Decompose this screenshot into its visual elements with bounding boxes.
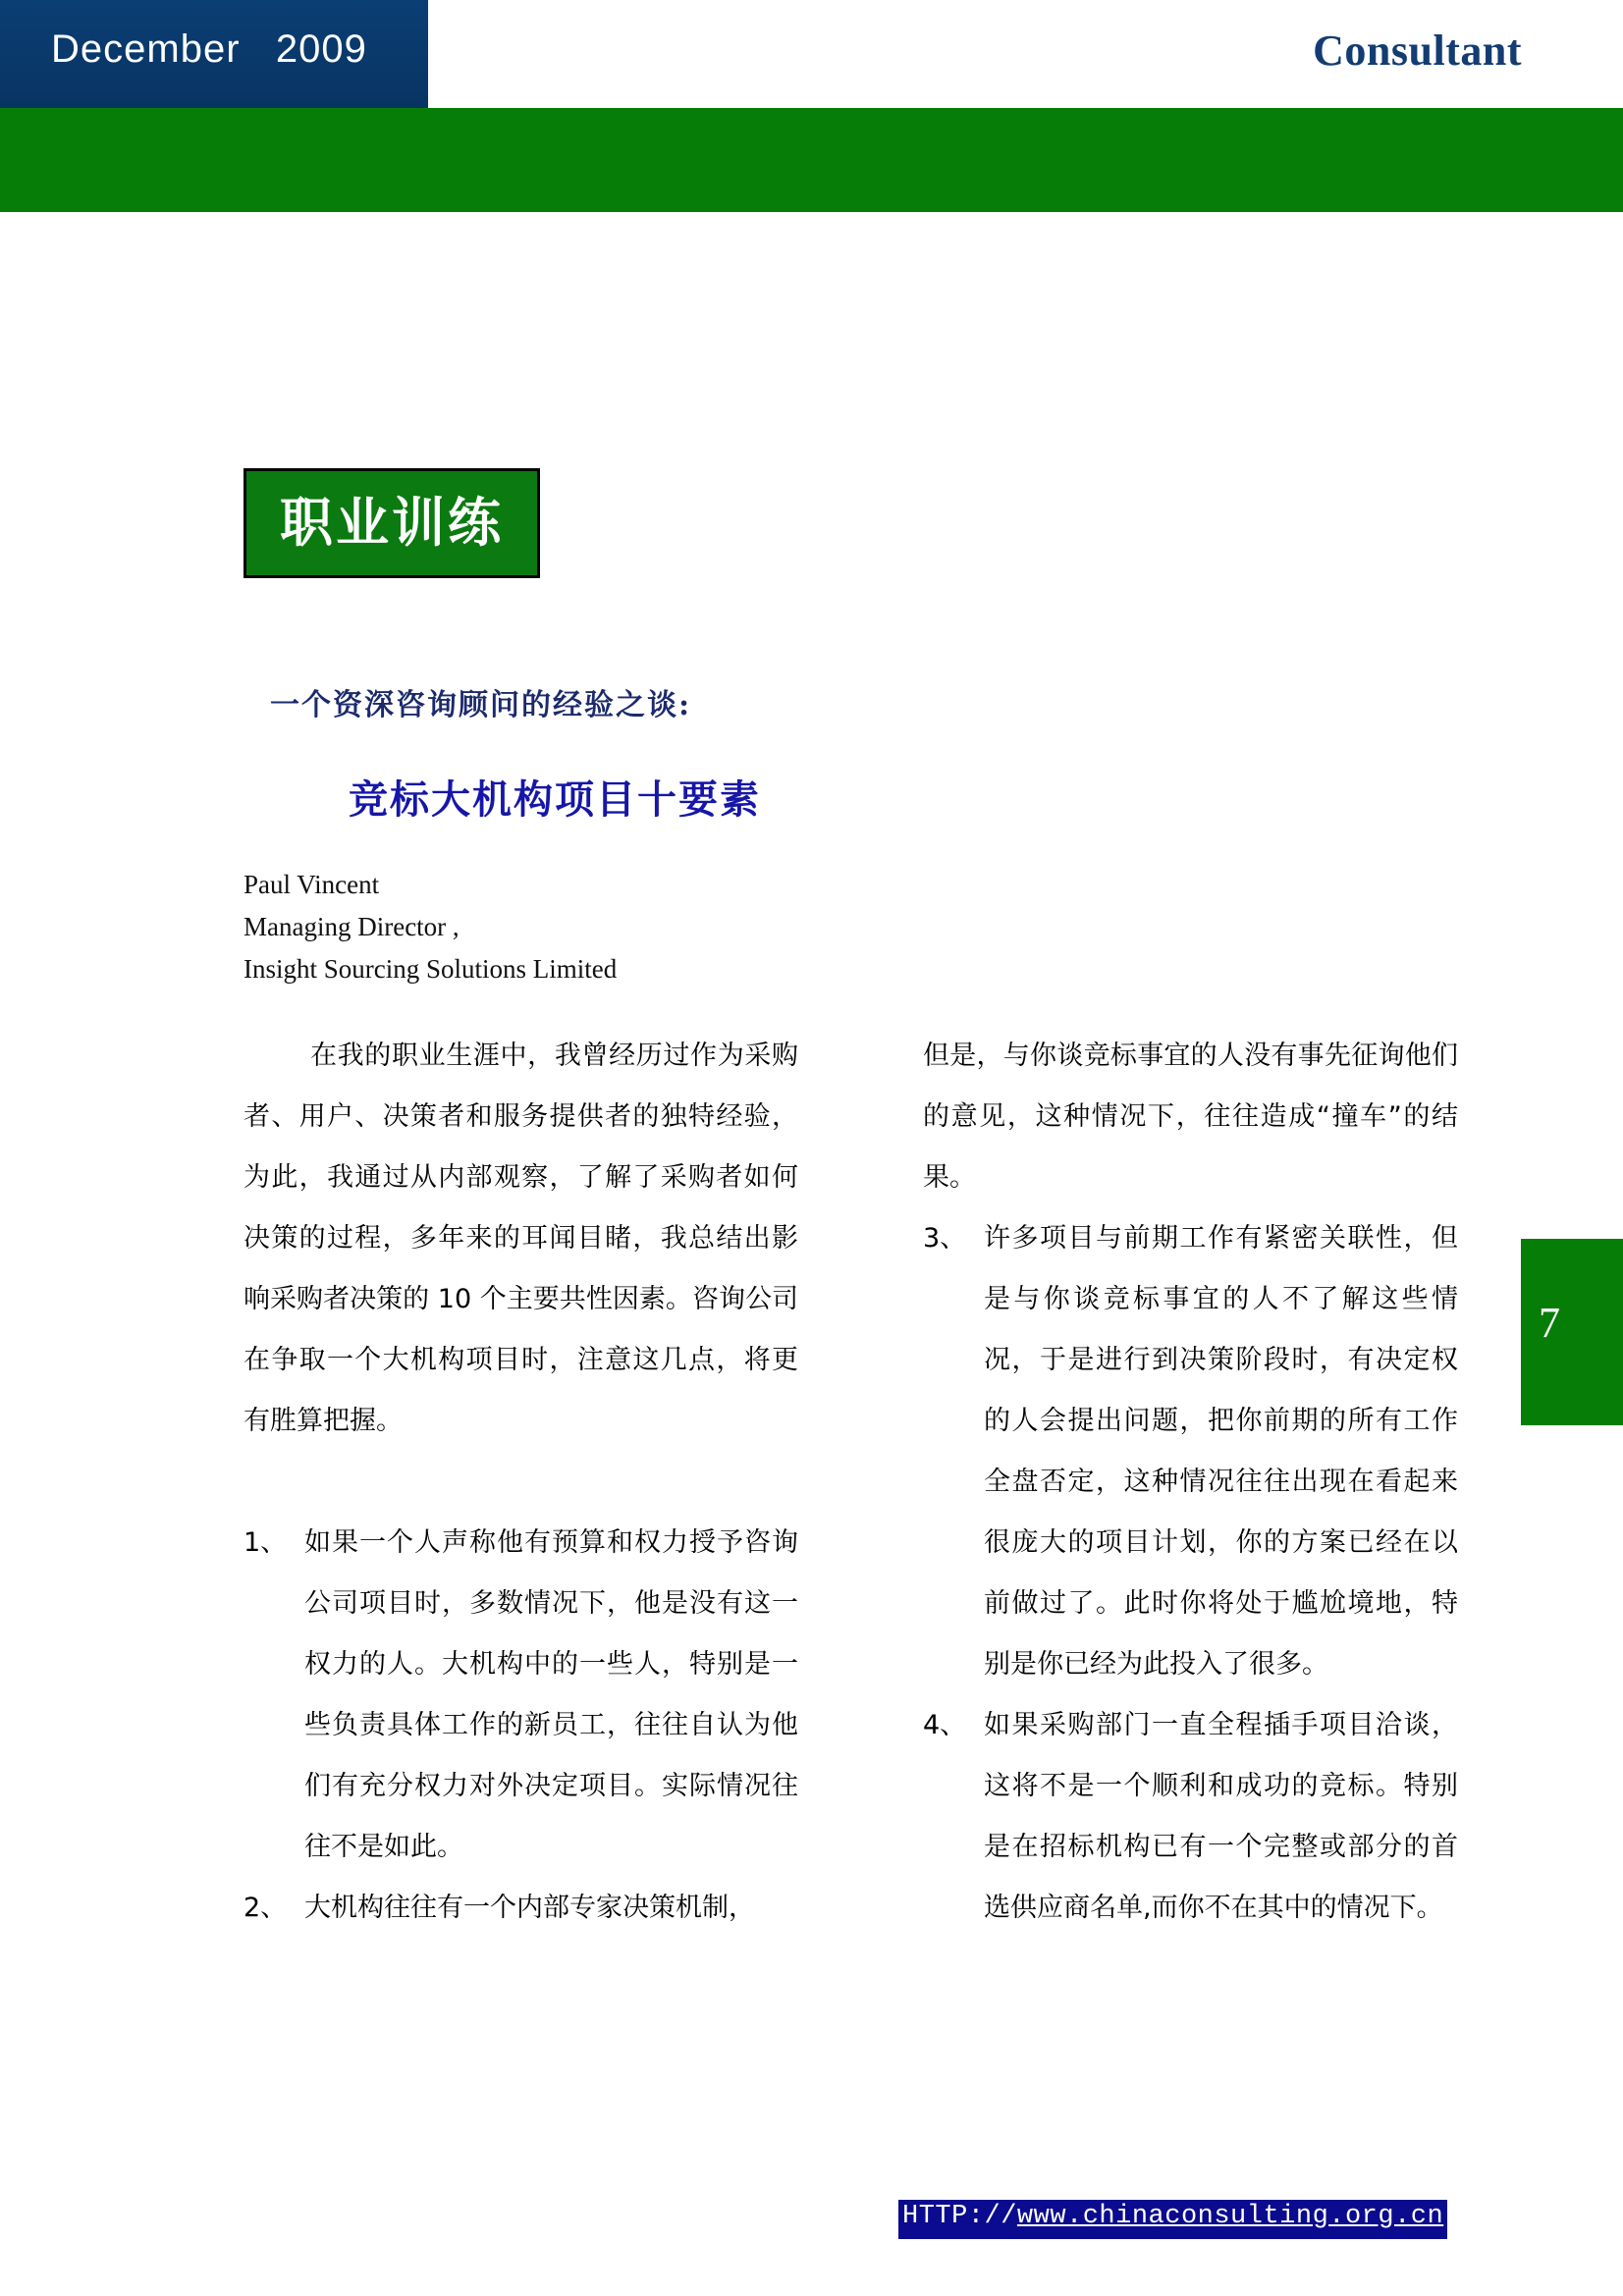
issue-date-label: December 2009 [51,27,367,71]
section-title-box [243,468,540,578]
footer-url[interactable] [902,2202,1443,2231]
list-item-text: 大机构往往有一个内部专家决策机制， [304,1893,755,1923]
issue-date-block [0,0,428,108]
continuation-paragraph: 但是，与你谈竞标事宜的人没有事先征询他们的意见，这种情况下，往往造成“撞车”的结果。 [923,1041,1458,1193]
list-item-marker: 2、 [243,1893,288,1923]
footer-url-bar [898,2200,1447,2239]
page-number: 7 [1539,1299,1560,1347]
page-number-tab [1521,1239,1623,1425]
byline-author: Paul Vincent [243,870,380,899]
masthead-title: Consultant [1313,27,1522,75]
list-item-text: 如果采购部门一直全程插手项目洽谈，这将不是一个顺利和成功的竞标。特别是在招标机构已有一个完整或部分的首选供应商名单,而你不在其中的情况下。 [984,1710,1458,1923]
list-item-text: 如果一个人声称他有预算和权力授予咨询公司项目时，多数情况下，他是没有这一权力的人。大机构中的一些人，特别是一些负责具体工作的新员工，往往自认为他们有充分权力对外决定项目。实际情况往往不是如此。 [304,1527,798,1862]
footer-url-protocol: HTTP:// [902,2202,1017,2231]
article-title: 竞标大机构项目十要素 [349,777,761,823]
byline-role: Managing Director , [243,912,460,941]
list-item-marker: 4、 [923,1710,967,1740]
body-column-left [243,1026,798,1939]
list-item [243,1513,798,1878]
intro-paragraph: 在我的职业生涯中，我曾经历过作为采购者、用户、决策者和服务提供者的独特经验，为此，我通过从内部观察，了解了采购者如何决策的过程，多年来的耳闻目睹，我总结出影响采购者决策的 10 个主要共性因素。咨询公司在争取一个大机构项目时，注意这几点，将更有胜算把握。 [243,1041,798,1436]
list-item-marker: 1、 [243,1527,288,1558]
body-column-right [923,1026,1458,1939]
page-header [0,0,1623,212]
list-item-text: 许多项目与前期工作有紧密关联性，但是与你谈竞标事宜的人不了解这些情况，于是进行到决策阶段时，有决定权的人会提出问题，把你前期的所有工作全盘否定，这种情况往往出现在看起来很庞大的项目计划，你的方案已经在以前做过了。此时你将处于尴尬境地，特别是你已经为此投入了很多。 [984,1223,1458,1680]
section-title-label: 职业训练 [280,492,504,554]
list-item [923,1208,1458,1695]
byline-company: Insight Sourcing Solutions Limited [243,954,618,984]
byline-block [243,864,617,990]
article-kicker: 一个资深咨询顾问的经验之谈: [270,688,692,722]
footer-url-host: www.chinaconsulting.org.cn [1016,2202,1444,2231]
list-item-marker: 3、 [923,1223,967,1254]
header-green-band [0,108,1623,212]
column-spacer [243,1452,798,1513]
list-item [923,1695,1458,1939]
list-item [243,1878,798,1939]
